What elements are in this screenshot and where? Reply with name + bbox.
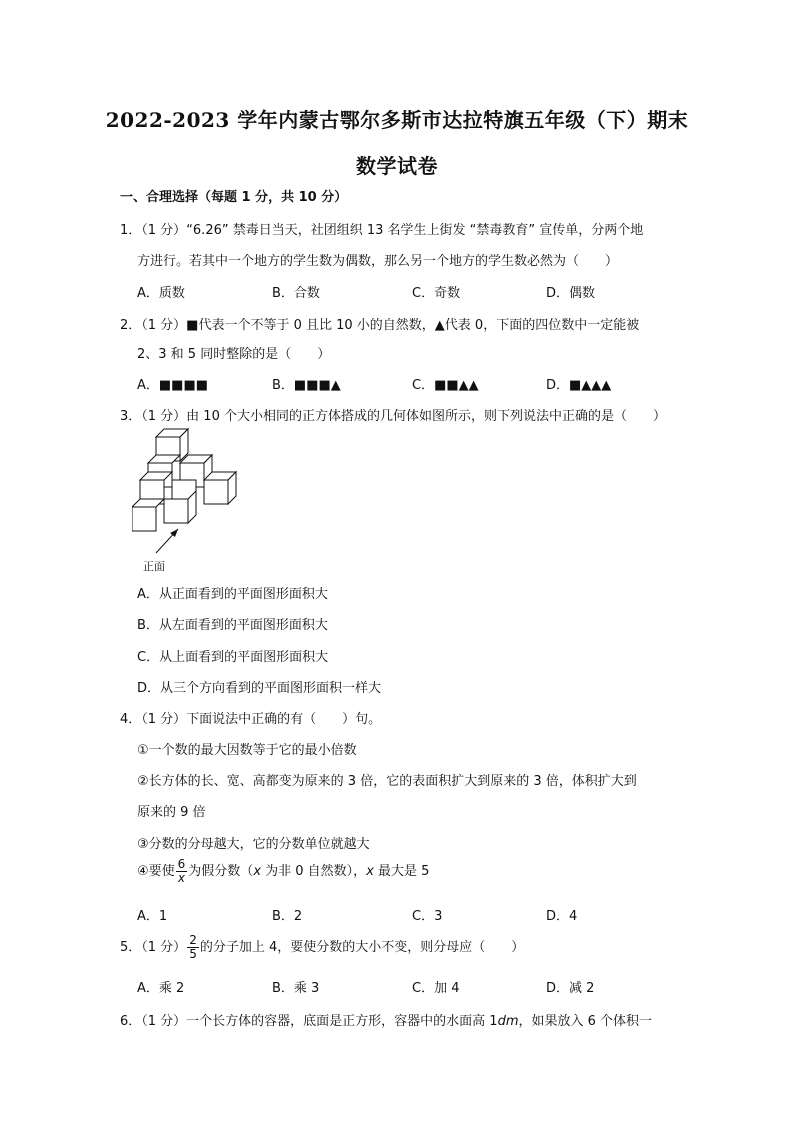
q5-option-c: C．加 4 <box>412 981 460 996</box>
q1-option-b: B．合数 <box>272 286 320 301</box>
question-4-line-1: 4．（1 分）下面说法中正确的有（ ）句。 <box>120 712 382 727</box>
q2-option-a: A．■■■■ <box>137 378 209 393</box>
question-1-line-2: 方进行。若其中一个地方的学生数为偶数，那么另一个地方的学生数必然为（ ） <box>137 254 619 269</box>
fraction-2-over-5: $\frac{2}{5}$ <box>189 933 197 961</box>
question-5-line-1: 5．（1 分） $\frac{2}{5}$ 的分子加上 4，要使分数的大小不变，则分母应（ ） <box>120 933 525 961</box>
q1-option-d: D．偶数 <box>546 286 596 301</box>
q4-statement-1: ①一个数的最大因数等于它的最小倍数 <box>137 743 357 758</box>
q5-option-a: A．乘 2 <box>137 981 185 996</box>
q2-option-b: B．■■■▲ <box>272 378 341 393</box>
q4-statement-4: ④要使 $\frac{6}{x}$ 为假分数（x 为非 0 自然数），x 最大是 5 <box>137 857 430 885</box>
q4-option-a: A．1 <box>137 909 168 924</box>
q1-option-a: A．质数 <box>137 286 185 301</box>
q2-option-d: D．■▲▲▲ <box>546 378 612 393</box>
q4-statement-3: ③分数的分母越大，它的分数单位就越大 <box>137 837 370 852</box>
q4-option-d: D．4 <box>546 909 578 924</box>
question-3-line-1: 3．（1 分）由 10 个大小相同的正方体搭成的几何体如图所示，则下列说法中正确的是（ ） <box>120 409 666 424</box>
question-2-line-1: 2．（1 分）■代表一个不等于 0 且比 10 小的自然数，▲代表 0，下面的四位数中一定能被 <box>120 318 640 333</box>
q3-option-c: C．从上面看到的平面图形面积大 <box>137 650 329 665</box>
q3-option-a: A．从正面看到的平面图形面积大 <box>137 587 328 602</box>
q4-statement-2: ②长方体的长、宽、高都变为原来的 3 倍，它的表面积扩大到原来的 3 倍，体积扩大到 <box>137 774 637 789</box>
question-1-line-1: 1．（1 分）“6.26” 禁毒日当天，社团组织 13 名学生上街发 “禁毒教育” 宣传单，分两个地 <box>120 223 644 238</box>
q3-option-b: B．从左面看到的平面图形面积大 <box>137 618 328 633</box>
page-title: 2022-2023 学年内蒙古鄂尔多斯市达拉特旗五年级（下）期末 <box>105 108 689 132</box>
q3-option-d: D．从三个方向看到的平面图形面积一样大 <box>137 681 382 696</box>
q5-option-d: D．减 2 <box>546 981 595 996</box>
q4-statement-2-cont: 原来的 9 倍 <box>137 805 206 820</box>
section-heading: 一、合理选择（每题 1 分，共 10 分） <box>120 190 348 205</box>
q1-option-c: C．奇数 <box>412 286 461 301</box>
fraction-6-over-x: $\frac{6}{x}$ <box>177 857 186 885</box>
page-subtitle: 数学试卷 <box>356 154 438 178</box>
cube-stack-figure <box>132 425 247 560</box>
question-6-line-1: 6．（1 分）一个长方体的容器，底面是正方形，容器中的水面高 1dm，如果放入 6 个体积一 <box>120 1014 653 1029</box>
question-2-line-2: 2、3 和 5 同时整除的是（ ） <box>137 347 331 362</box>
q2-option-c: C．■■▲▲ <box>412 378 479 393</box>
q5-option-b: B．乘 3 <box>272 981 320 996</box>
q4-option-b: B．2 <box>272 909 303 924</box>
front-view-label: 正面 <box>143 560 165 573</box>
q4-option-c: C．3 <box>412 909 443 924</box>
